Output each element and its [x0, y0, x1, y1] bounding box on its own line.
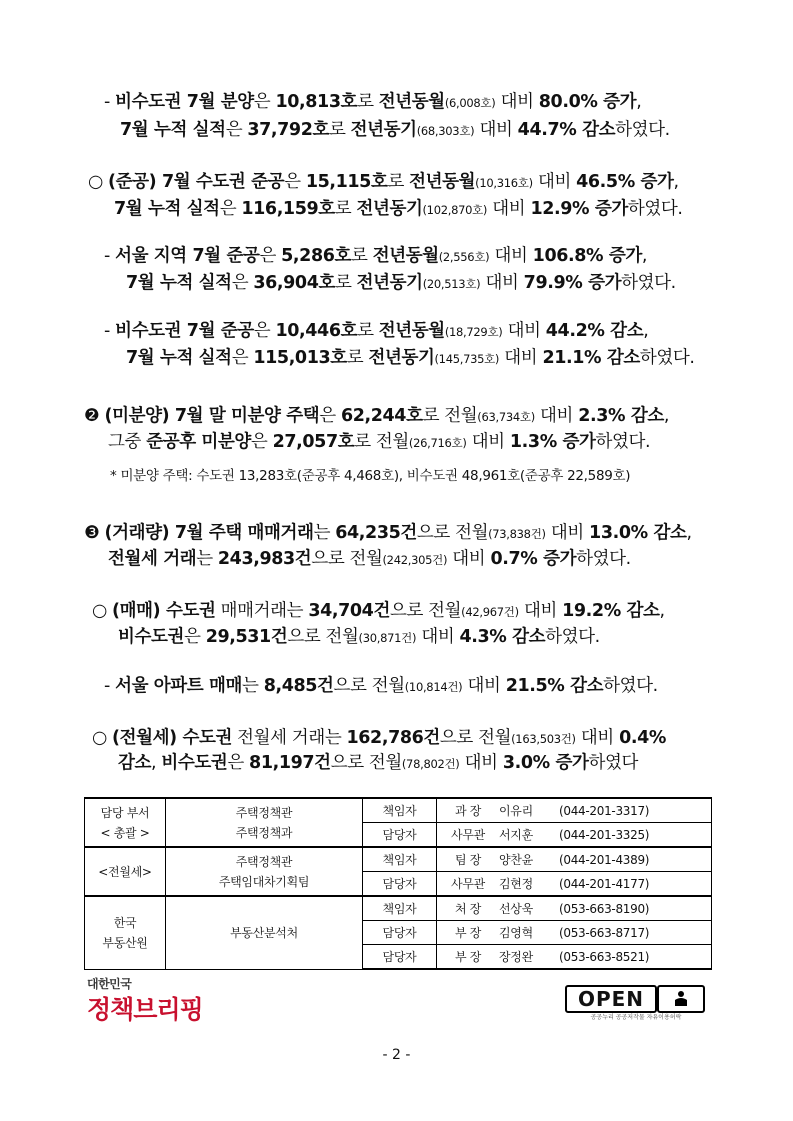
text-bold: 15,115호 [305, 172, 388, 192]
text-bold: 전년동월 [378, 92, 445, 112]
text-bold: 0.7% 증가 [490, 549, 577, 569]
text-bold: 36,904호 [253, 273, 335, 293]
text-bold: 116,159호 [241, 199, 335, 219]
text-small: (18,729호) [444, 325, 503, 339]
text-small: (26,716호) [408, 436, 467, 450]
table-row [85, 847, 712, 872]
text: , [659, 601, 665, 621]
text-bold: 7월 누적 실적 [126, 273, 232, 293]
text-bold: 4.3% 감소 [459, 627, 546, 647]
text: 하였다. [603, 676, 658, 696]
text: 로 [334, 199, 357, 219]
text: 으로 전월 [311, 549, 383, 569]
text: 대비 [489, 246, 533, 266]
text-small: (102,870호) [422, 203, 488, 217]
text: 은 [184, 627, 206, 647]
logo-main-text: 정책브리핑 [87, 995, 203, 1024]
text: 대비 [545, 523, 590, 543]
text-bold: 전년동기 [368, 348, 435, 368]
role-cell: 담당자 [363, 945, 437, 970]
text: 로 [357, 321, 379, 341]
text-bold: 80.0% 증가 [538, 92, 637, 112]
position-cell: 부 장 [437, 921, 500, 945]
phone-cell: (053-663-8521) [559, 945, 712, 970]
text: 으로 전월 [416, 523, 489, 543]
dept-cell [85, 896, 166, 969]
text-bold: 10,813호 [275, 92, 358, 112]
text: 대비 [499, 348, 543, 368]
text: 으로 전월 [333, 676, 405, 696]
text-bold: (준공) 7월 수도권 준공 [108, 172, 285, 192]
text-bold: 전년동월 [409, 172, 476, 192]
role-cell: 담당자 [363, 823, 437, 848]
text-bold: 감소 [118, 753, 152, 773]
text-bold: 12.9% 증가 [530, 199, 628, 219]
name-cell: 김현정 [499, 872, 559, 897]
text: 대비 [416, 627, 460, 647]
text-bold: 106.8% 증가 [532, 246, 642, 266]
office-cell [166, 896, 363, 969]
text: 은 [253, 92, 276, 112]
position-cell: 팀 장 [437, 847, 500, 872]
text-bold: 전년동기 [356, 199, 423, 219]
text-small: (20,513호) [422, 277, 481, 291]
text-line [104, 245, 647, 268]
text: 대비 [447, 549, 491, 569]
text-line [118, 626, 600, 649]
text-bold: 34,704건 [308, 601, 390, 621]
text-bold: 21.1% 감소 [542, 348, 640, 368]
text-bold: 29,531건 [205, 627, 288, 647]
text-small: (10,814건) [404, 680, 463, 694]
role-cell: 담당자 [363, 921, 437, 945]
text-bold: 46.5% 증가 [576, 172, 674, 192]
text: 은 [219, 199, 242, 219]
dash-marker: - [104, 676, 110, 696]
text: 는 [242, 676, 264, 696]
text: 은 [225, 120, 248, 140]
text: 대비 [518, 601, 563, 621]
name-cell: 양찬윤 [499, 847, 559, 872]
text-bold: 21.5% 감소 [505, 676, 604, 696]
text: 대비 [474, 120, 518, 140]
text-bold: 비수도권 [118, 627, 185, 647]
text-small: (10,316호) [475, 176, 533, 190]
text-bold: 전월세 거래 [108, 549, 197, 569]
text: 대비 [495, 92, 539, 112]
text-bold: 전년동월 [372, 246, 439, 266]
text-bold: 전년동월 [378, 321, 445, 341]
text: , [641, 246, 648, 266]
text-small: (145,735호) [434, 352, 500, 366]
page-number: - 2 - [382, 1047, 411, 1063]
text-line [114, 198, 683, 221]
text-line [88, 171, 679, 194]
phone-cell: (044-201-3317) [559, 798, 712, 823]
text-bold: 37,792호 [247, 120, 329, 140]
text-line [104, 91, 641, 114]
text: 은 [253, 321, 276, 341]
text: 하였다. [639, 348, 695, 368]
role-cell: 책임자 [363, 798, 437, 823]
text-line [104, 675, 658, 698]
text: 하였다. [595, 432, 651, 452]
text: 으로 전월 [287, 627, 359, 647]
office-label: 주택정책과 [235, 825, 293, 840]
text-bold: 7월 누적 실적 [126, 348, 232, 368]
dash-marker: - [104, 246, 110, 266]
text-small: (68,303호) [416, 124, 475, 138]
phone-cell: (044-201-4389) [559, 847, 712, 872]
text: 대비 [502, 321, 546, 341]
text-bold: 서울 아파트 매매 [115, 676, 243, 696]
dept-label: <전월세> [98, 864, 152, 879]
text-line [84, 405, 669, 428]
text: 대비 [466, 432, 510, 452]
text-bold: 준공후 미분양 [146, 432, 251, 452]
text-bold: 전년동기 [356, 273, 423, 293]
office-label: 주택정책관 [235, 805, 293, 820]
role-cell: 책임자 [363, 847, 437, 872]
text-bold: (미분양) 7월 말 미분양 주택 [104, 406, 320, 426]
text-line [126, 272, 676, 295]
text-bold: 115,013호 [253, 348, 347, 368]
text: 은 [284, 172, 306, 192]
table-row [85, 896, 712, 921]
text: 그중 [108, 432, 147, 452]
position-cell: 사무관 [437, 872, 500, 897]
text: 은 [259, 246, 282, 266]
text: 로 전월 [354, 432, 409, 452]
text-line [118, 752, 638, 775]
dash-marker: - [104, 321, 110, 341]
position-cell: 처 장 [437, 896, 500, 921]
text-bold: 2.3% 감소 [578, 406, 664, 426]
text-bold: 10,446호 [275, 321, 358, 341]
text: 로 [335, 273, 357, 293]
circle-bullet-icon: ○ [88, 172, 103, 192]
phone-cell: (053-663-8190) [559, 896, 712, 921]
open-caption: 공공누리 공공저작물 자유이용허락 [590, 1014, 682, 1021]
dept-label: 한국 [113, 915, 137, 930]
text: 은 [231, 273, 254, 293]
table-row [85, 798, 712, 823]
text-bold: 5,286호 [281, 246, 352, 266]
text: 로 [357, 92, 379, 112]
contacts-table [84, 797, 712, 970]
name-cell: 서지훈 [499, 823, 559, 848]
kogl-open-license-logo [565, 985, 707, 1019]
office-cell [166, 847, 363, 896]
footnote: * 미분양 주택: 수도권 13,283호(준공후 4,468호), 비수도권 48,961호(준공후 22,589호) [110, 468, 631, 484]
text-bold: 243,983건 [217, 549, 312, 569]
text-small: (163,503건) [511, 732, 576, 746]
dept-label: 부동산원 [102, 935, 148, 950]
text-bold: 64,235건 [335, 523, 417, 543]
open-text: OPEN [565, 985, 657, 1013]
office-label: 주택정책관 [235, 854, 293, 869]
text-small: (30,871건) [358, 631, 417, 645]
text-bold: 27,057호 [272, 432, 355, 452]
text: 로 [387, 172, 410, 192]
text: 하였다. [545, 627, 600, 647]
text: 전월세 거래는 [231, 728, 347, 748]
text: 은 [227, 753, 250, 773]
text-bold: 비수도권 7월 분양 [115, 92, 254, 112]
position-cell: 사무관 [437, 823, 500, 848]
text: , [643, 321, 649, 341]
policy-briefing-logo [87, 975, 203, 1026]
text-bold: 81,197건 [249, 753, 331, 773]
text: 대비 [480, 273, 524, 293]
number-three-icon: ❸ [84, 523, 100, 543]
text-line [108, 431, 650, 454]
text-bold: 8,485건 [263, 676, 334, 696]
text: 로 전월 [422, 406, 478, 426]
text: 는 [313, 523, 336, 543]
text: 은 [250, 432, 273, 452]
text: 은 [231, 348, 254, 368]
text-line [92, 600, 665, 623]
name-cell: 이유리 [499, 798, 559, 823]
text-bold: (매매) 수도권 [112, 601, 216, 621]
text-bold: 13.0% 감소 [589, 523, 687, 543]
text: 하였다 [588, 753, 638, 773]
text-line [92, 727, 666, 750]
dash-marker: - [104, 92, 110, 112]
text: , [636, 92, 642, 112]
attribution-icon [657, 985, 705, 1013]
text-bold: 7월 누적 실적 [120, 120, 226, 140]
text-bold: 62,244호 [340, 406, 423, 426]
text: 로 [346, 348, 369, 368]
text-bold: 비수도권 [161, 753, 228, 773]
name-cell: 선상욱 [499, 896, 559, 921]
text: 으로 전월 [389, 601, 462, 621]
text: , [151, 753, 162, 773]
dept-label: 담당 부서 [100, 805, 150, 820]
office-label: 주택임대차기획팀 [218, 874, 310, 889]
text-bold: (전월세) 수도권 [112, 728, 232, 748]
text-bold: 서울 지역 7월 준공 [115, 246, 260, 266]
text-small: (2,556호) [438, 250, 490, 264]
text-bold: 19.2% 감소 [562, 601, 660, 621]
number-two-icon: ❷ [84, 406, 100, 426]
text-bold: 44.2% 감소 [545, 321, 644, 341]
text: 하였다. [615, 120, 670, 140]
text: 대비 [459, 753, 503, 773]
text: , [673, 172, 679, 192]
role-cell: 담당자 [363, 872, 437, 897]
text: 는 [196, 549, 218, 569]
position-cell: 과 장 [437, 798, 500, 823]
text-bold: 1.3% 증가 [509, 432, 596, 452]
text-bold: 7월 누적 실적 [114, 199, 220, 219]
text: 으로 전월 [439, 728, 512, 748]
text-small: (242,305건) [382, 553, 448, 567]
dept-cell [85, 847, 166, 896]
office-label: 부동산분석처 [230, 925, 298, 940]
text-bold: 44.7% 감소 [517, 120, 616, 140]
text: 하였다. [627, 199, 683, 219]
text: , [663, 406, 670, 426]
text-bold: 3.0% 증가 [502, 753, 589, 773]
text: 로 [329, 120, 351, 140]
office-cell [166, 798, 363, 847]
text-small: (42,967건) [461, 605, 519, 619]
person-icon [659, 987, 703, 1011]
text: , [686, 523, 692, 543]
text-line [120, 119, 670, 142]
logo-small-text: 대한민국 [87, 977, 132, 991]
text: 대비 [532, 172, 577, 192]
text-bold: (거래량) 7월 주택 매매거래 [104, 523, 314, 543]
phone-cell: (053-663-8717) [559, 921, 712, 945]
text-small: (78,802건) [401, 757, 460, 771]
text: 대비 [487, 199, 531, 219]
text-bold: 전년동기 [350, 120, 417, 140]
text-small: (63,734호) [477, 410, 535, 424]
text: 매매거래는 [215, 601, 309, 621]
name-cell: 김영혁 [499, 921, 559, 945]
text: 으로 전월 [330, 753, 402, 773]
text: 은 [319, 406, 341, 426]
text-bold: 79.9% 증가 [523, 273, 622, 293]
text-bold: 0.4% [619, 728, 667, 748]
phone-cell: (044-201-4177) [559, 872, 712, 897]
text-bold: 162,786건 [346, 728, 440, 748]
text: 로 [351, 246, 373, 266]
dept-cell [85, 798, 166, 847]
text-line [126, 347, 695, 370]
name-cell: 장정완 [499, 945, 559, 970]
text: 대비 [534, 406, 579, 426]
role-cell: 책임자 [363, 896, 437, 921]
text: 하였다. [576, 549, 631, 569]
dept-label: < 총괄 > [100, 825, 150, 840]
text-line [108, 548, 631, 571]
circle-bullet-icon: ○ [92, 601, 107, 621]
text-small: (6,008호) [444, 96, 496, 110]
text-bold: 비수도권 7월 준공 [115, 321, 254, 341]
text-small: (73,838건) [488, 527, 546, 541]
text: 대비 [462, 676, 506, 696]
text: 하였다. [621, 273, 676, 293]
position-cell: 부 장 [437, 945, 500, 970]
text-line [104, 320, 648, 343]
phone-cell: (044-201-3325) [559, 823, 712, 848]
circle-bullet-icon: ○ [92, 728, 107, 748]
text: 대비 [575, 728, 620, 748]
text-line [84, 522, 692, 545]
